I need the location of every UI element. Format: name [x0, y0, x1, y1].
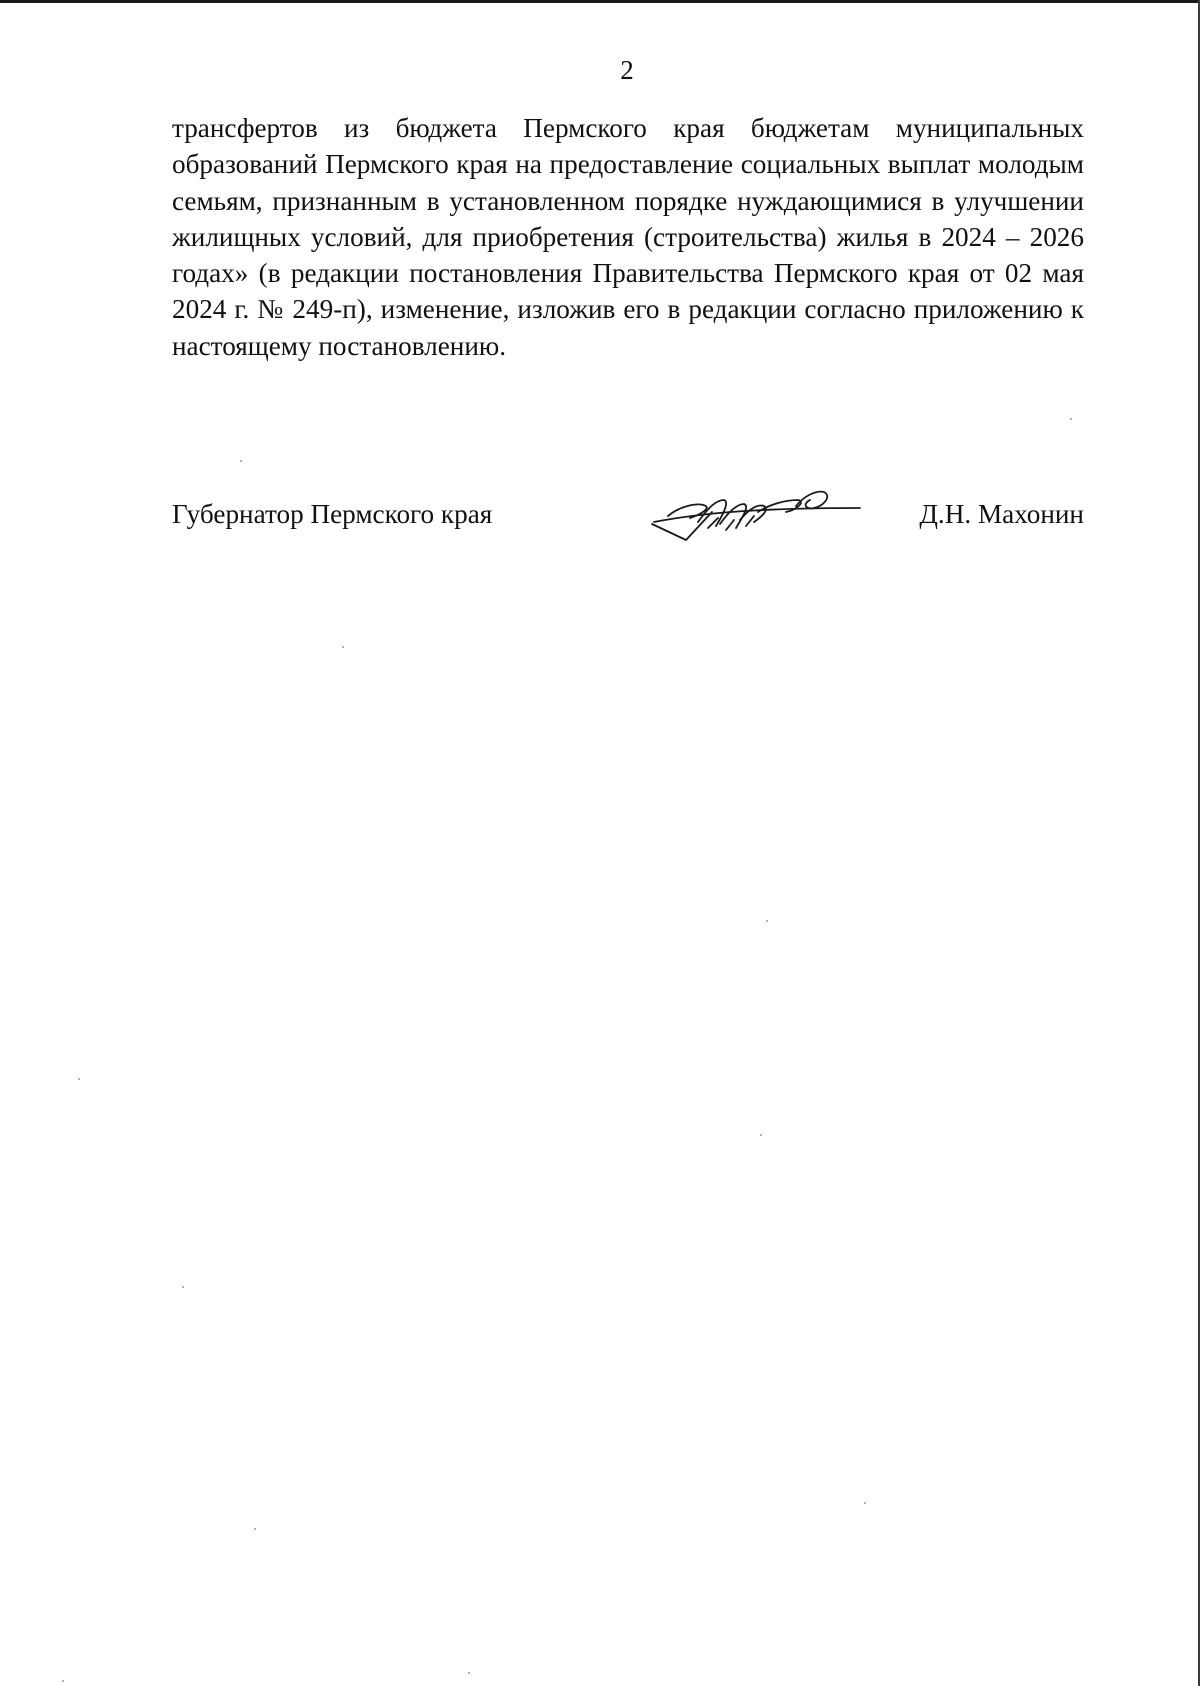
scan-speck: [342, 646, 344, 648]
scan-speck: [468, 1672, 470, 1674]
scan-speck: [254, 1528, 256, 1530]
scan-speck: [62, 1680, 64, 1682]
scan-speck: [78, 1078, 80, 1080]
signer-position: Губернатор Пермского края: [172, 499, 493, 529]
handwritten-signature: [646, 482, 886, 554]
page-number: 2: [620, 55, 634, 85]
signature-block: [172, 496, 1084, 576]
scan-speck: [864, 1502, 866, 1504]
body-paragraph: трансфертов из бюджета Пермского края бюджетам муниципальных образований Пермского края на предоставление социальных выплат молодым семьям, признанным в установленном порядке нуждающимися в улучшении жилищных условий, для приобретения (строительства) жилья в 2024 – 2026 годах» (в редакции постановления Правительства Пермского края от 02 мая 2024 г. № 249-п), изменение, изложив его в редакции согласно приложению к настоящему постановлению.: [172, 113, 1084, 361]
scan-speck: [1070, 418, 1072, 420]
scan-border-top: [0, 0, 1200, 3]
scan-speck: [240, 460, 242, 462]
signer-name: Д.Н. Махонин: [919, 499, 1084, 529]
scan-speck: [182, 1286, 184, 1288]
scan-speck: [760, 1134, 762, 1136]
scan-speck: [766, 920, 768, 922]
